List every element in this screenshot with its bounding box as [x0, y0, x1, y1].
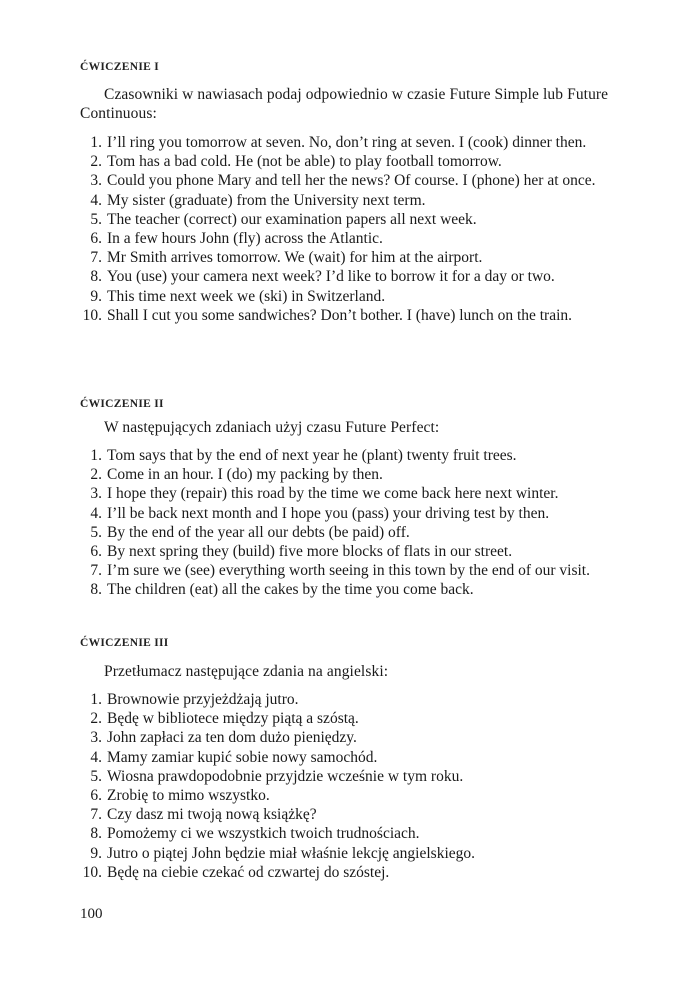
item-text: I hope they (repair) this road by the time we come back here next winter. — [107, 485, 559, 503]
item-number: 2. — [90, 710, 102, 728]
exercise-item — [80, 863, 628, 882]
exercise-item — [80, 171, 628, 190]
item-text: By the end of the year all our debts (be paid) off. — [107, 523, 410, 541]
item-text: I’ll be back next month and I hope you (pass) your driving test by then. — [107, 504, 550, 522]
item-text: I’ll ring you tomorrow at seven. No, don’t ring at seven. I (cook) dinner then. — [107, 134, 587, 151]
item-number: 4. — [90, 504, 102, 522]
item-number: 7. — [90, 249, 102, 267]
exercise-2-instructions: W następujących zdaniach użyj czasu Future Perfect: — [104, 419, 440, 436]
exercise-item — [80, 542, 628, 561]
item-text: In a few hours John (fly) across the Atlantic. — [107, 230, 383, 248]
item-text: Come in an hour. I (do) my packing by then. — [107, 466, 383, 484]
item-text: Mr Smith arrives tomorrow. We (wait) for him at the airport. — [107, 249, 483, 267]
item-text: My sister (graduate) from the University next term. — [107, 191, 426, 209]
item-number: 5. — [90, 767, 102, 785]
exercise-item — [80, 709, 628, 728]
item-number: 3. — [90, 172, 102, 190]
exercise-item — [80, 504, 628, 523]
exercise-1-heading: ĆWICZENIE I — [80, 61, 160, 73]
exercise-item — [80, 728, 628, 747]
item-text: The teacher (correct) our examination papers all next week. — [107, 210, 477, 228]
exercise-item — [80, 844, 628, 863]
exercise-3-list — [80, 690, 628, 882]
item-text: This time next week we (ski) in Switzerland. — [107, 287, 386, 305]
item-text: Jutro o piątej John będzie miał właśnie lekcję angielskiego. — [107, 844, 476, 862]
item-number: 1. — [90, 134, 102, 151]
exercise-item — [80, 523, 628, 542]
exercise-item — [80, 210, 628, 229]
item-number: 6. — [90, 787, 102, 805]
item-number: 4. — [90, 191, 102, 209]
exercise-3-instructions: Przetłumacz następujące zdania na angielski: — [104, 663, 389, 680]
exercise-item — [80, 767, 628, 786]
item-text: By next spring they (build) five more blocks of flats in our street. — [107, 543, 513, 561]
exercise-item — [80, 229, 628, 248]
exercise-item — [80, 465, 628, 484]
item-text: The children (eat) all the cakes by the time you come back. — [107, 581, 474, 599]
item-number: 9. — [90, 287, 102, 305]
exercise-item — [80, 267, 628, 286]
item-text: Mamy zamiar kupić sobie nowy samochód. — [107, 748, 378, 766]
exercise-item — [80, 248, 628, 267]
item-number: 2. — [90, 466, 102, 484]
item-text: Tom says that by the end of next year he (plant) twenty fruit trees. — [107, 447, 517, 464]
item-number: 3. — [90, 485, 102, 503]
item-number: 7. — [90, 562, 102, 580]
exercise-item — [80, 748, 628, 767]
item-text: Czy dasz mi twoją nową książkę? — [107, 806, 317, 824]
item-number: 9. — [90, 844, 102, 862]
exercise-1-list — [80, 133, 628, 325]
exercise-2-list — [80, 446, 628, 600]
exercise-item — [80, 191, 628, 210]
item-text: I’m sure we (see) everything worth seeing in this town by the end of our visit. — [107, 562, 590, 580]
item-number: 8. — [90, 825, 102, 843]
page-number: 100 — [80, 906, 103, 922]
exercise-item — [80, 805, 628, 824]
item-number: 2. — [90, 153, 102, 171]
exercise-item — [80, 306, 628, 325]
exercise-item — [80, 561, 628, 580]
item-text: Będę w bibliotece między piątą a szóstą. — [107, 710, 359, 728]
item-number: 8. — [90, 268, 102, 286]
exercise-item — [80, 484, 628, 503]
item-text: You (use) your camera next week? I’d like to borrow it for a day or two. — [107, 268, 555, 286]
item-text: John zapłaci za ten dom dużo pieniędzy. — [107, 729, 357, 747]
item-text: Wiosna prawdopodobnie przyjdzie wcześnie w tym roku. — [107, 767, 464, 785]
item-text: Brownowie przyjeżdżają jutro. — [107, 691, 299, 708]
item-text: Zrobię to mimo wszystko. — [107, 787, 270, 805]
item-number: 1. — [90, 447, 102, 464]
exercise-item — [80, 580, 628, 599]
item-number: 7. — [90, 806, 102, 824]
exercise-1-instructions: Czasowniki w nawiasach podaj odpowiednio w czasie Future Simple lub Future Continuous: — [80, 86, 609, 122]
item-number: 5. — [90, 523, 102, 541]
item-text: Będę na ciebie czekać od czwartej do szóstej. — [107, 863, 390, 881]
item-text: Could you phone Mary and tell her the news? Of course. I (phone) her at once. — [107, 172, 596, 190]
exercise-item — [80, 824, 628, 843]
item-number: 4. — [90, 748, 102, 766]
item-number: 3. — [90, 729, 102, 747]
exercise-3-heading: ĆWICZENIE III — [80, 637, 169, 649]
exercise-item — [80, 446, 628, 465]
exercise-item — [80, 133, 628, 152]
item-number: 6. — [90, 543, 102, 561]
item-number: 10. — [82, 306, 102, 324]
item-text: Shall I cut you some sandwiches? Don’t bother. I (have) lunch on the train. — [107, 306, 573, 324]
item-number: 6. — [90, 230, 102, 248]
exercise-item — [80, 786, 628, 805]
item-number: 10. — [82, 863, 102, 881]
item-number: 8. — [90, 581, 102, 599]
item-number: 5. — [90, 210, 102, 228]
exercise-item — [80, 690, 628, 709]
exercise-2-heading: ĆWICZENIE II — [80, 398, 164, 410]
item-text: Tom has a bad cold. He (not be able) to play football tomorrow. — [107, 153, 502, 171]
item-number: 1. — [90, 691, 102, 708]
exercise-item — [80, 152, 628, 171]
item-text: Pomożemy ci we wszystkich twoich trudnościach. — [107, 825, 420, 843]
exercise-item — [80, 287, 628, 306]
